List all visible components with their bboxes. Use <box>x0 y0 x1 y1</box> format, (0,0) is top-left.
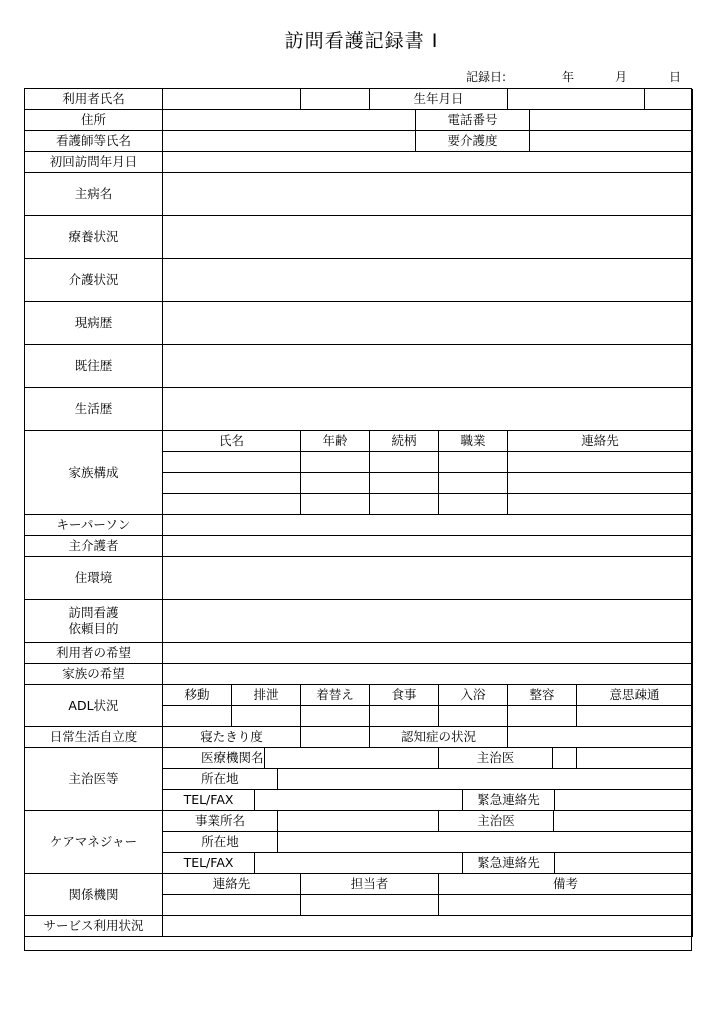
family-cell[interactable] <box>163 452 301 473</box>
family-cell[interactable] <box>301 494 370 515</box>
field-cm-doctor[interactable] <box>554 811 692 831</box>
family-cell[interactable] <box>439 473 508 494</box>
label-user-wish: 利用者の希望 <box>25 643 163 664</box>
label-dementia: 認知症の状況 <box>370 727 508 748</box>
adl-header-meal: 食事 <box>370 685 439 706</box>
physician-row1-right <box>370 748 577 769</box>
label-family-wish: 家族の希望 <box>25 664 163 685</box>
adl-header-grooming: 整容 <box>508 685 577 706</box>
field-main-caregiver[interactable] <box>163 536 693 557</box>
family-cell[interactable] <box>370 494 439 515</box>
label-cm-emergency: 緊急連絡先 <box>463 853 555 873</box>
label-medical-institution-text: 医療機関名 <box>201 750 264 766</box>
family-cell[interactable] <box>508 494 693 515</box>
family-cell[interactable] <box>301 452 370 473</box>
family-header-relation: 続柄 <box>370 431 439 452</box>
label-living-env: 住環境 <box>25 557 163 600</box>
label-user-name: 利用者氏名 <box>25 89 163 110</box>
family-header-name: 氏名 <box>163 431 301 452</box>
care-manager-row1 <box>163 811 693 832</box>
label-life-history: 生活歴 <box>25 388 163 431</box>
field-phone[interactable] <box>577 110 693 131</box>
family-cell[interactable] <box>439 452 508 473</box>
field-address-cont[interactable] <box>370 110 577 131</box>
field-care-level[interactable] <box>577 131 693 152</box>
label-related: 関係機関 <box>25 874 163 916</box>
family-header-job: 職業 <box>439 431 508 452</box>
related-header-contact: 連絡先 <box>163 874 301 895</box>
field-attending-doctor[interactable] <box>577 748 693 769</box>
field-present-illness[interactable] <box>163 302 693 345</box>
label-services: サービス利用状況 <box>25 916 163 937</box>
field-birth-date[interactable] <box>508 89 693 110</box>
field-user-wish[interactable] <box>163 643 693 664</box>
field-first-visit[interactable] <box>163 152 693 173</box>
family-cell[interactable] <box>370 452 439 473</box>
physician-contact-row <box>163 790 693 811</box>
related-header-person: 担当者 <box>301 874 439 895</box>
label-tel-fax: TEL/FAX <box>163 790 255 810</box>
label-address: 住所 <box>25 110 163 131</box>
field-address-end <box>370 110 416 130</box>
label-daily-independence: 日常生活自立度 <box>25 727 163 748</box>
label-office: 事業所名 <box>163 811 278 831</box>
label-first-visit: 初回訪問年月日 <box>25 152 163 173</box>
related-cell[interactable] <box>301 895 439 916</box>
field-location[interactable] <box>277 769 692 789</box>
label-past-history: 既往歴 <box>25 345 163 388</box>
label-medical-institution <box>163 748 370 769</box>
field-nurse-name[interactable] <box>163 131 370 152</box>
label-care-level: 要介護度 <box>416 131 530 151</box>
field-address[interactable] <box>163 110 370 131</box>
field-bedridden[interactable] <box>301 727 370 748</box>
adl-cell[interactable] <box>508 706 577 727</box>
label-present-illness: 現病歴 <box>25 302 163 345</box>
record-date-month: 月 <box>615 70 628 84</box>
adl-header-bath: 入浴 <box>439 685 508 706</box>
nursing-record-form <box>24 88 692 951</box>
adl-cell[interactable] <box>301 706 370 727</box>
label-emergency: 緊急連絡先 <box>463 790 555 810</box>
field-dementia[interactable] <box>508 727 693 748</box>
family-cell[interactable] <box>439 494 508 515</box>
care-manager-contact-row <box>163 853 693 874</box>
label-key-person: キーパーソン <box>25 515 163 536</box>
family-cell[interactable] <box>508 473 693 494</box>
field-living-env[interactable] <box>163 557 693 600</box>
related-cell[interactable] <box>439 895 693 916</box>
field-nurse-end <box>370 131 416 151</box>
field-cm-emergency[interactable] <box>555 853 692 873</box>
label-birth-date: 生年月日 <box>370 89 508 110</box>
adl-cell[interactable] <box>370 706 439 727</box>
field-visit-purpose[interactable] <box>163 600 693 643</box>
record-date-year: 年 <box>562 70 575 84</box>
adl-cell[interactable] <box>163 706 232 727</box>
family-header-age: 年齢 <box>301 431 370 452</box>
record-date-label: 記録日: <box>466 70 507 84</box>
family-cell[interactable] <box>370 473 439 494</box>
adl-cell[interactable] <box>439 706 508 727</box>
family-cell[interactable] <box>301 473 370 494</box>
field-treatment-status[interactable] <box>163 216 693 259</box>
adl-header-move: 移動 <box>163 685 232 706</box>
field-emergency[interactable] <box>555 790 692 810</box>
label-treatment-status: 療養状況 <box>25 216 163 259</box>
field-main-disease[interactable] <box>163 173 693 216</box>
record-date-day: 日 <box>669 70 682 84</box>
label-attending-doctor: 主治医 <box>438 748 553 768</box>
field-key-person[interactable] <box>163 515 693 536</box>
care-manager-row2 <box>163 832 693 853</box>
label-family: 家族構成 <box>25 431 163 515</box>
label-cm-tel-fax: TEL/FAX <box>163 853 255 873</box>
field-care-status[interactable] <box>163 259 693 302</box>
family-cell[interactable] <box>163 473 301 494</box>
label-care-status: 介護状況 <box>25 259 163 302</box>
related-cell[interactable] <box>163 895 301 916</box>
label-phone: 電話番号 <box>416 110 530 130</box>
adl-header-dressing: 着替え <box>301 685 370 706</box>
field-office[interactable] <box>278 811 439 831</box>
label-cm-location: 所在地 <box>163 832 278 852</box>
label-location <box>163 769 693 790</box>
field-nurse-name-cont[interactable] <box>370 131 577 152</box>
label-physician: 主治医等 <box>25 748 163 811</box>
label-cm-doctor: 主治医 <box>439 811 554 831</box>
label-visit-purpose: 訪問看護 依頼目的 <box>25 600 163 643</box>
field-user-name[interactable] <box>163 89 301 110</box>
related-header-notes: 備考 <box>439 874 693 895</box>
family-cell[interactable] <box>163 494 301 515</box>
label-care-manager: ケアマネジャー <box>25 811 163 874</box>
field-cm-location[interactable] <box>278 832 692 852</box>
label-nurse-name: 看護師等氏名 <box>25 131 163 152</box>
adl-cell[interactable] <box>232 706 301 727</box>
label-main-disease: 主病名 <box>25 173 163 216</box>
field-medical-institution[interactable] <box>264 748 370 768</box>
field-cm-tel-fax[interactable] <box>255 853 463 873</box>
adl-cell[interactable] <box>577 706 693 727</box>
field-past-history[interactable] <box>163 345 693 388</box>
field-life-history[interactable] <box>163 388 693 431</box>
adl-header-excretion: 排泄 <box>232 685 301 706</box>
field-user-name-extra[interactable] <box>301 89 370 110</box>
label-main-caregiver: 主介護者 <box>25 536 163 557</box>
family-cell[interactable] <box>508 452 693 473</box>
document-title: 訪問看護記録書 I <box>284 30 439 52</box>
family-header-contact: 連絡先 <box>508 431 693 452</box>
label-location-text: 所在地 <box>201 771 239 787</box>
adl-header-communication: 意思疎通 <box>577 685 693 706</box>
field-birth-date-part[interactable] <box>508 89 645 109</box>
label-adl: ADL状況 <box>25 685 163 727</box>
field-services[interactable] <box>163 916 693 937</box>
field-tel-fax[interactable] <box>255 790 463 810</box>
field-family-wish[interactable] <box>163 664 693 685</box>
label-bedridden: 寝たきり度 <box>163 727 301 748</box>
